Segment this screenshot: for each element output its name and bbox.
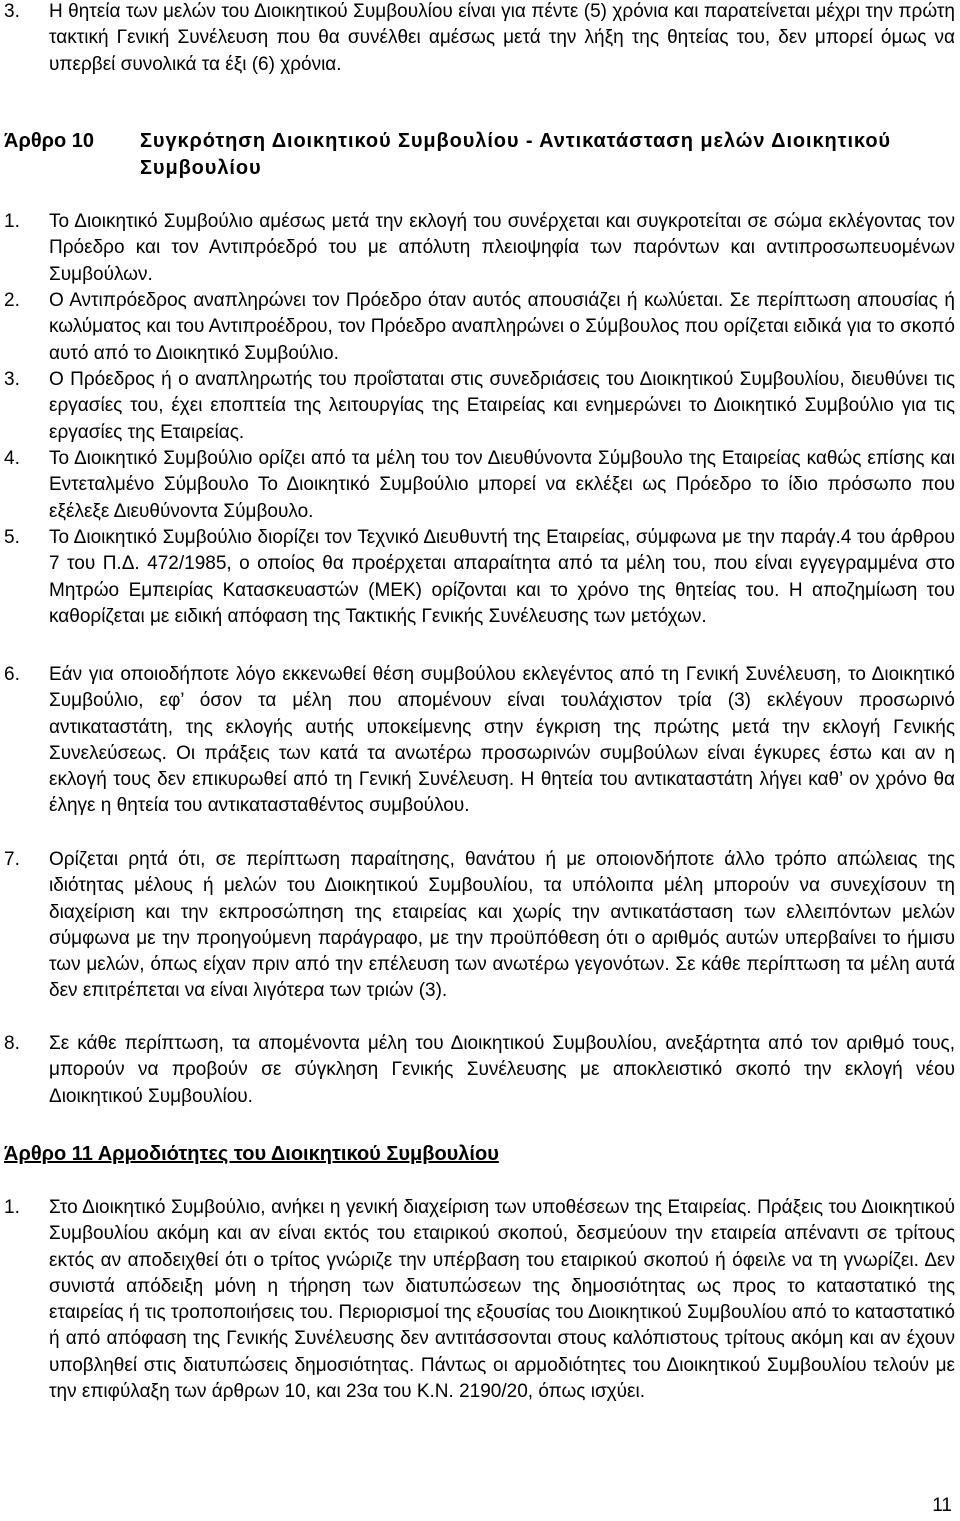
list-item-text: Το Διοικητικό Συμβούλιο ορίζει από τα μέλη του τον Διευθύνοντα Σύμβουλο της Εταιρείας καθώς επίσης και Εντεταλμένο Σύμβουλο Το Διοικητικό Συμβούλιο μπορεί να εκλέξει ως Πρόεδρο το ίδιο πρόσωπο που εξέλεξε Διευθύνοντα Σύμβουλο. xyxy=(49,448,955,522)
list-item-number: 4. xyxy=(4,448,20,469)
list-item-number: 5. xyxy=(4,527,20,548)
list-item-text: Η θητεία των μελών του Διοικητικού Συμβουλίου είναι για πέντε (5) χρόνια και παρατείνεται μέχρι την πρώτη τακτική Γενική Συνέλευση που θα συνέλθει αμέσως μετά την λήξη της θητείας του, δεν μπορεί όμως να υπερβεί συνολικά τα έξι (6) χρόνια. xyxy=(49,1,955,75)
list-item-text: Το Διοικητικό Συμβούλιο διορίζει τον Τεχνικό Διευθυντή της Εταιρείας, σύμφωνα με την παράγ.4 του άρθρου 7 του Π.Δ. 472/1985, ο οποίος θα προέρχεται απαραίτητα από τα μέλη του, που είναι εγγεγραμμένα στο Μητρώο Εμπειρίας Κατασκευαστών (ΜΕΚ) ορίζονται και το χρόνο της θητείας του. Η αποζημίωση του καθορίζεται με ειδική απόφαση της Τακτικής Γενικής Συνέλευσης των μετόχων. xyxy=(49,527,955,627)
list-item-text: Ο Πρόεδρος ή ο αναπληρωτής του προΐσταται στις συνεδριάσεις του Διοικητικού Συμβουλίου, διευθύνει τις εργασίες του, έχει εποπτεία της λειτουργίας της Εταιρείας και ενημερώνει το Διοικητικό Συμβούλιο για τις εργασίες της Εταιρείας. xyxy=(49,369,955,443)
list-item-text: Εάν για οποιοδήποτε λόγο εκκενωθεί θέση συμβούλου εκλεγέντος από τη Γενική Συνέλευση, το Διοικητικό Συμβούλιο, εφ’ όσον τα μέλη που απομένουν είναι τουλάχιστον τρία (3) εκλέγουν προσωρινό αντικαταστάτη, της εκλογής αυτής υποκείμενης στην έγκριση της πρώτης μετά την εκλογή Γενικής Συνελεύσεως. Οι πράξεις των κατά τα ανωτέρω προσωρινών συμβούλων είναι έγκυρες έστω και αν η εκλογή τους δεν επικυρωθεί από τη Γενική Συνέλευση. Η θητεία του αντικαταστάτη λήγει καθ’ ον χρόνο θα έληγε η θητεία του αντικατασταθέντος συμβούλου. xyxy=(49,664,955,817)
list-item xyxy=(4,209,955,288)
article-11-heading: Άρθρο 11 Αρμοδιότητες του Διοικητικού Συμβουλίου xyxy=(4,1143,499,1165)
list-item xyxy=(4,847,955,1005)
list-item-number: 3. xyxy=(4,1,20,22)
list-item-text: Ορίζεται ρητά ότι, σε περίπτωση παραίτησης, θανάτου ή με οποιονδήποτε άλλο τρόπο απώλειας της ιδιότητας μέλους ή μελών του Διοικητικού Συμβουλίου, τα υπόλοιπα μέλη μπορούν να συνεχίσουν τη διαχείριση και την εκπροσώπηση της εταιρείας και χωρίς την αντικατάσταση των ελλειπόντων μελών σύμφωνα με την προηγούμενη παράγραφο, με την προϋπόθεση ότι ο αριθμός αυτών υπερβαίνει το ήμισυ των μελών, όπως είχαν πριν από την επέλευση των ανωτέρω γεγονότων. Σε κάθε περίπτωση τα μέλη αυτά δεν επιτρέπεται να είναι λιγότερα των τριών (3). xyxy=(49,849,955,1002)
list-item-text: Στο Διοικητικό Συμβούλιο, ανήκει η γενική διαχείριση των υποθέσεων της Εταιρείας. Πράξεις του Διοικητικού Συμβουλίου ακόμη και αν είναι εκτός του εταιρικού σκοπού, δεσμεύουν την εταιρεία απέναντι σε τρίτους εκτός αν αποδειχθεί ότι ο τρίτος γνώριζε την υπέρβαση του εταιρικού σκοπού ή όφειλε να τη γνωρίζει. Δεν συνιστά απόδειξη μόνη η τήρηση των διατυπώσεων της δημοσιότητας ως προς το καταστατικό της εταιρείας ή τις τροποποιήσεις του. Περιορισμοί της εξουσίας του Διοικητικού Συμβουλίου από το καταστατικό ή από απόφαση της Γενικής Συνέλευσης δεν αντιτάσσονται στους καλόπιστους τρίτους ακόμη και αν έχουν υποβληθεί στις διατυπώσεις δημοσιότητας. Πάντως οι αρμοδιότητες του Διοικητικού Συμβουλίου τελούν με την επιφύλαξη των άρθρων 10, και 23α του Κ.Ν. 2190/20, όπως ισχύει. xyxy=(49,1197,955,1403)
list-item xyxy=(4,446,955,525)
article-10-label: Άρθρο 10 xyxy=(4,130,95,152)
list-item-number: 6. xyxy=(4,664,20,685)
list-item-number: 2. xyxy=(4,290,20,311)
article-10-heading xyxy=(4,128,959,182)
list-item xyxy=(4,1195,955,1405)
list-item-number: 7. xyxy=(4,849,20,870)
list-item xyxy=(4,525,955,630)
list-item-number: 1. xyxy=(4,211,20,232)
list-item-text: Σε κάθε περίπτωση, τα απομένοντα μέλη του Διοικητικού Συμβουλίου, ανεξάρτητα από τον αριθμό τους, μπορούν να προβούν σε σύγκληση Γενικής Συνέλευσης με αποκλειστικό σκοπό την εκλογή νέου Διοικητικού Συμβουλίου. xyxy=(49,1033,955,1107)
list-item xyxy=(4,0,955,78)
list-item-text: Ο Αντιπρόεδρος αναπληρώνει τον Πρόεδρο όταν αυτός απουσιάζει ή κωλύεται. Σε περίπτωση απουσίας ή κωλύματος και του Αντιπροέδρου, τον Πρόεδρο αναπληρώνει ο Σύμβουλος που ορίζεται ειδικά για το σκοπό αυτό από το Διοικητικό Συμβούλιο. xyxy=(49,290,955,364)
list-item xyxy=(4,288,955,367)
page-number: 11 xyxy=(932,1495,952,1516)
article-10-title: Συγκρότηση Διοικητικού Συμβουλίου - Αντικατάσταση μελών Διοικητικού Συμβουλίου xyxy=(140,130,891,179)
list-item-number: 8. xyxy=(4,1033,20,1054)
list-item-number: 1. xyxy=(4,1197,20,1218)
list-item xyxy=(4,1031,955,1110)
list-item-text: Το Διοικητικό Συμβούλιο αμέσως μετά την εκλογή του συνέρχεται και συγκροτείται σε σώμα εκλέγοντας τον Πρόεδρο και τον Αντιπρόεδρό του με απόλυτη πλειοψηφία των παρόντων και αντιπροσωπευομένων Συμβούλων. xyxy=(49,211,955,285)
list-item xyxy=(4,662,955,820)
list-item xyxy=(4,367,955,446)
list-item-number: 3. xyxy=(4,369,20,390)
